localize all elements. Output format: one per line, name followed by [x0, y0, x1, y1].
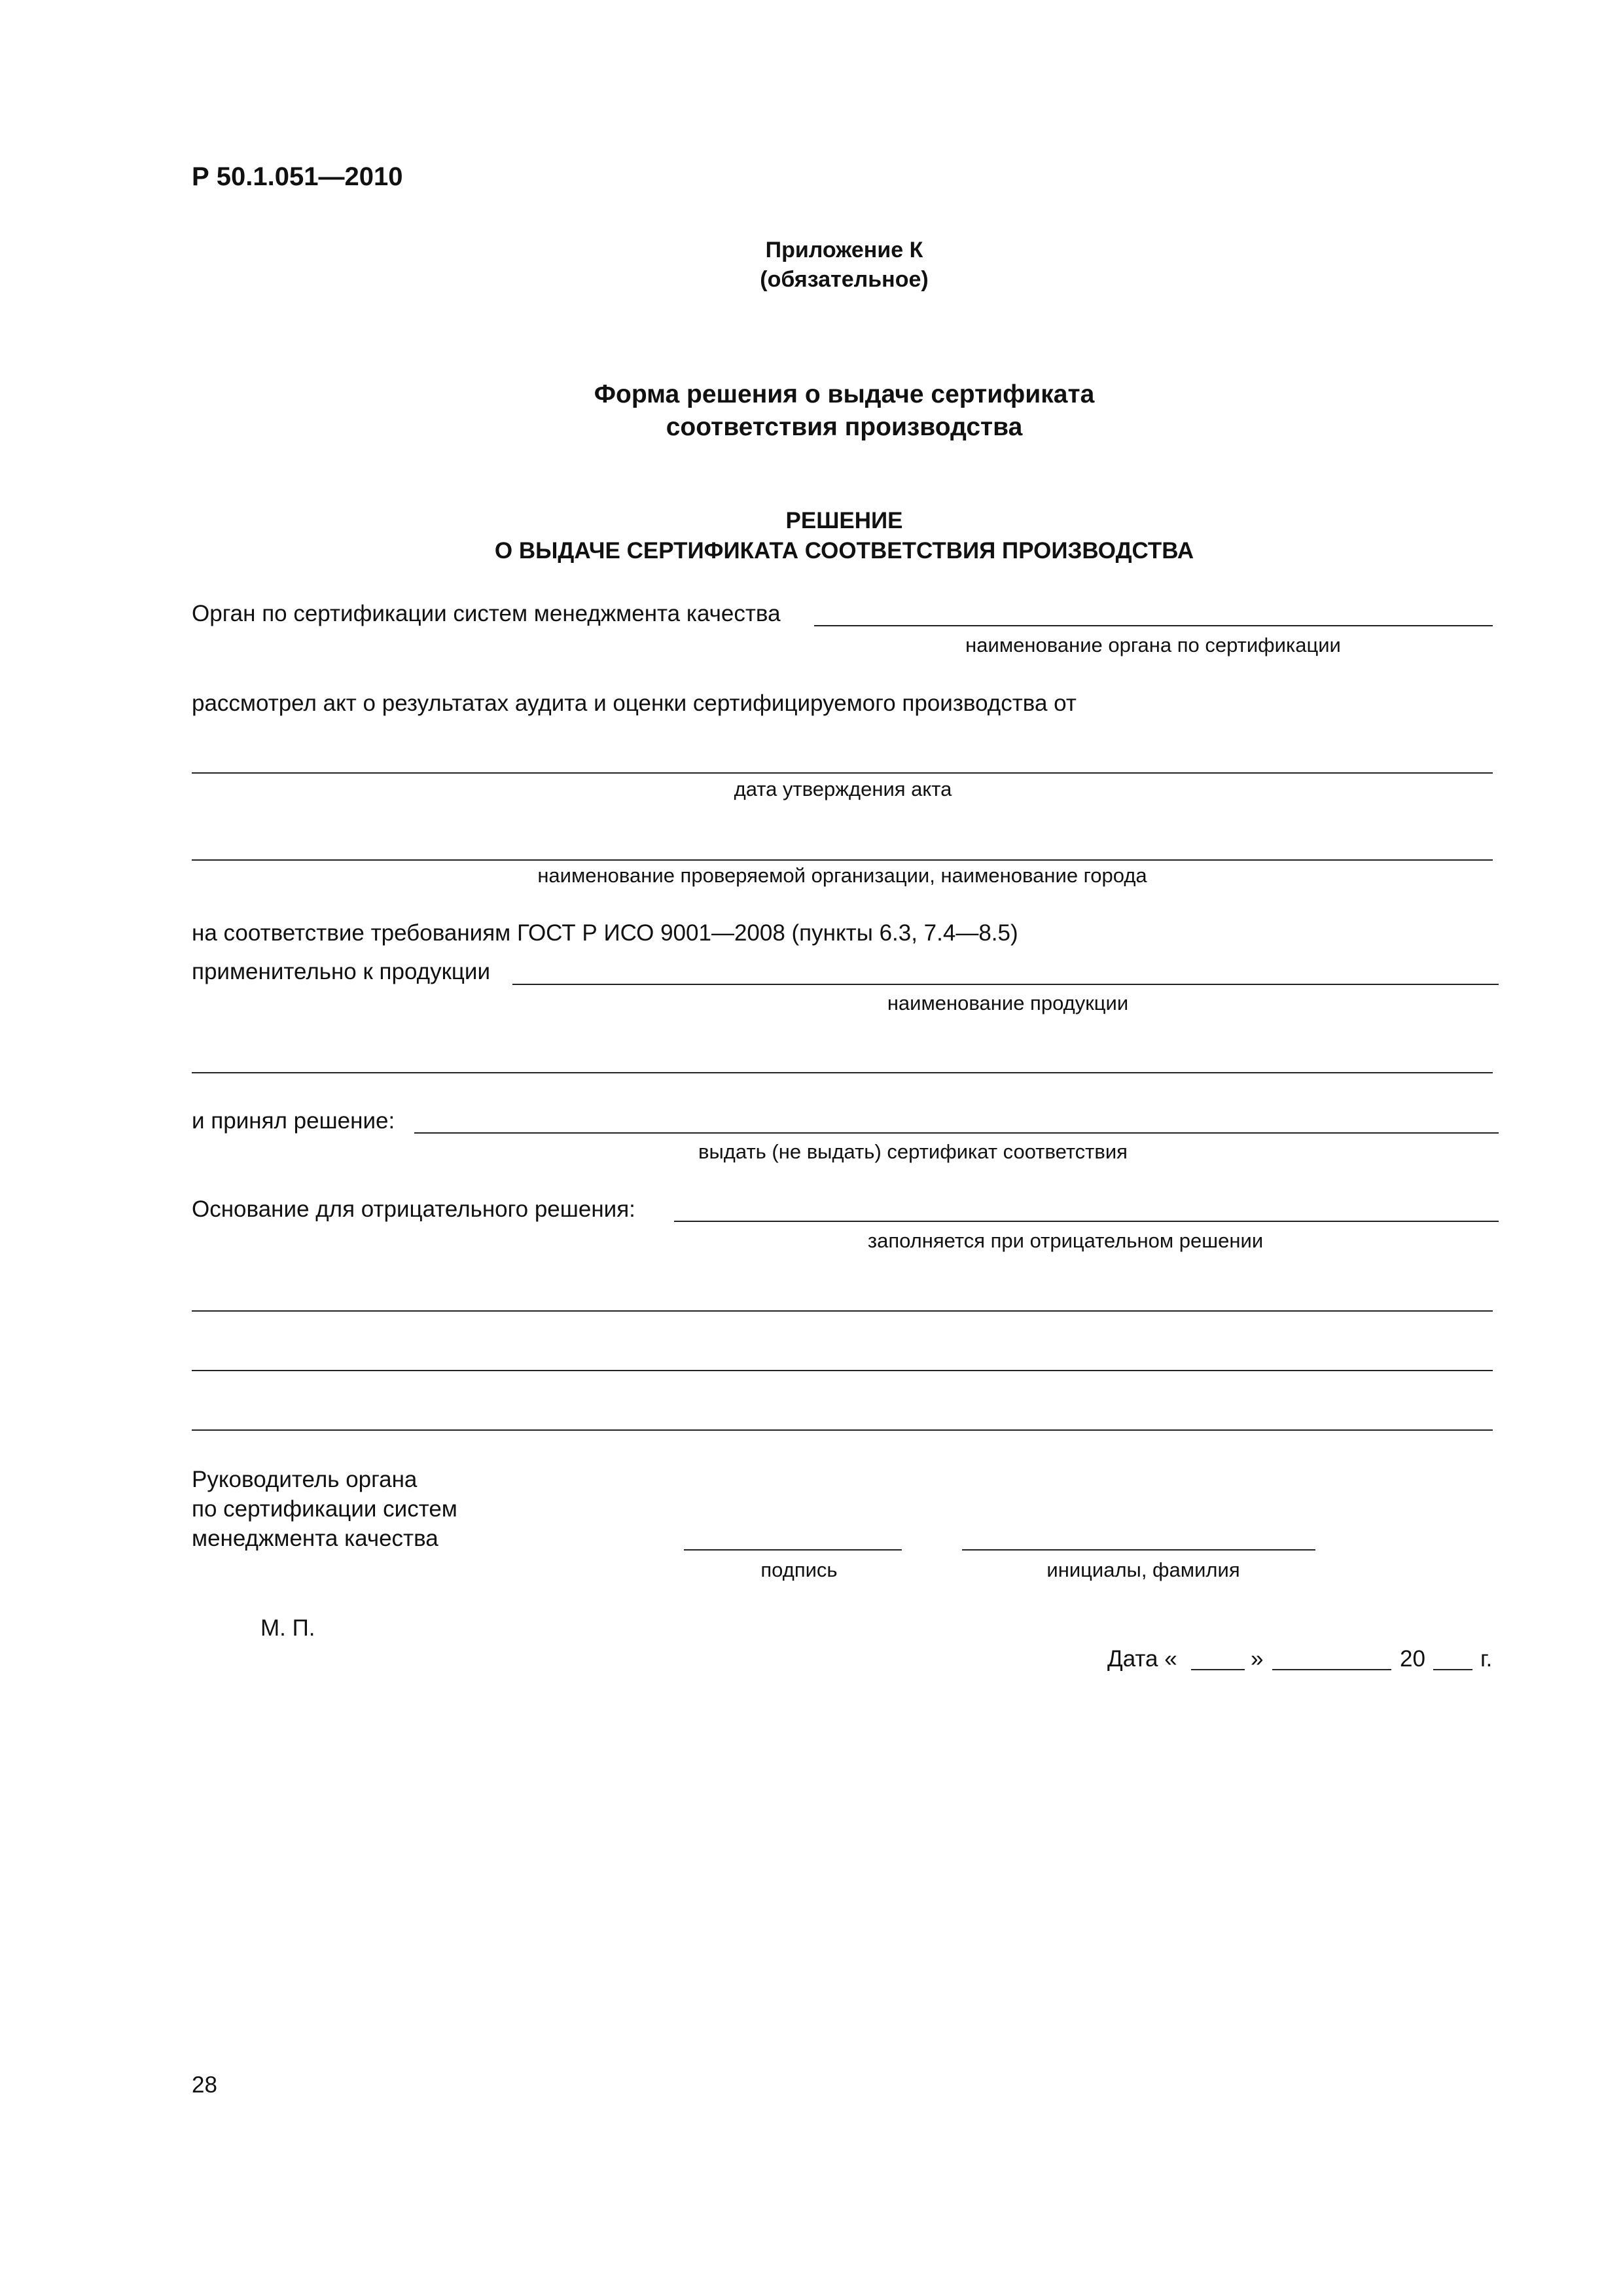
negative-reason-line-4[interactable]	[192, 1429, 1493, 1431]
organization-hint: наименование проверяемой организации, наименование города	[537, 864, 1147, 887]
product-field-continued[interactable]	[192, 1072, 1493, 1073]
date-year-prefix: 20	[1400, 1646, 1425, 1672]
signature-hint: подпись	[760, 1558, 838, 1581]
form-title-line1: Форма решения о выдаче сертификата	[594, 380, 1095, 408]
appendix-title: Приложение К	[765, 238, 923, 262]
negative-reason-hint: заполняется при отрицательном решении	[867, 1229, 1264, 1252]
product-hint: наименование продукции	[887, 992, 1129, 1014]
page-number: 28	[192, 2072, 217, 2098]
organ-label: Орган по сертификации систем менеджмента качества	[192, 601, 781, 626]
date-year-field[interactable]	[1433, 1669, 1472, 1670]
date-label: Дата «	[1107, 1646, 1177, 1672]
head-title-line3: менеджмента качества	[192, 1526, 438, 1551]
standard-code: Р 50.1.051—2010	[192, 162, 403, 191]
act-date-field[interactable]	[192, 772, 1493, 774]
head-title-line1: Руководитель органа	[192, 1467, 418, 1492]
reviewed-text: рассмотрел акт о результатах аудита и оценки сертифицируемого производства от	[192, 691, 1077, 716]
form-title-line2: соответствия производства	[666, 413, 1023, 441]
negative-reason-field[interactable]	[674, 1221, 1499, 1222]
date-year-suffix: г.	[1480, 1646, 1493, 1672]
negative-reason-line-2[interactable]	[192, 1310, 1493, 1312]
date-quote-close: »	[1251, 1646, 1264, 1672]
head-title-line2: по сертификации систем	[192, 1496, 457, 1522]
organ-name-hint: наименование органа по сертификации	[965, 634, 1341, 656]
date-day-field[interactable]	[1191, 1669, 1245, 1670]
signature-field[interactable]	[684, 1549, 902, 1551]
decision-heading-line1: РЕШЕНИЕ	[785, 508, 903, 533]
date-month-field[interactable]	[1272, 1669, 1391, 1670]
organization-field[interactable]	[192, 859, 1493, 861]
product-label: применительно к продукции	[192, 959, 491, 984]
negative-reason-label: Основание для отрицательного решения:	[192, 1196, 635, 1222]
decision-hint: выдать (не выдать) сертификат соответствия	[698, 1140, 1128, 1163]
act-date-hint: дата утверждения акта	[734, 778, 952, 800]
decision-heading-line2: О ВЫДАЧЕ СЕРТИФИКАТА СООТВЕТСТВИЯ ПРОИЗВОДСТВА	[494, 538, 1194, 564]
decision-field[interactable]	[414, 1132, 1499, 1134]
stamp-place: М. П.	[260, 1615, 315, 1641]
negative-reason-line-3[interactable]	[192, 1370, 1493, 1371]
organ-name-field[interactable]	[814, 625, 1493, 626]
full-name-field[interactable]	[962, 1549, 1315, 1551]
product-field[interactable]	[512, 984, 1499, 985]
compliance-text: на соответствие требованиям ГОСТ Р ИСО 9001—2008 (пункты 6.3, 7.4—8.5)	[192, 920, 1018, 946]
appendix-status: (обязательное)	[760, 267, 929, 292]
full-name-hint: инициалы, фамилия	[1046, 1558, 1240, 1581]
decision-label: и принял решение:	[192, 1108, 395, 1134]
